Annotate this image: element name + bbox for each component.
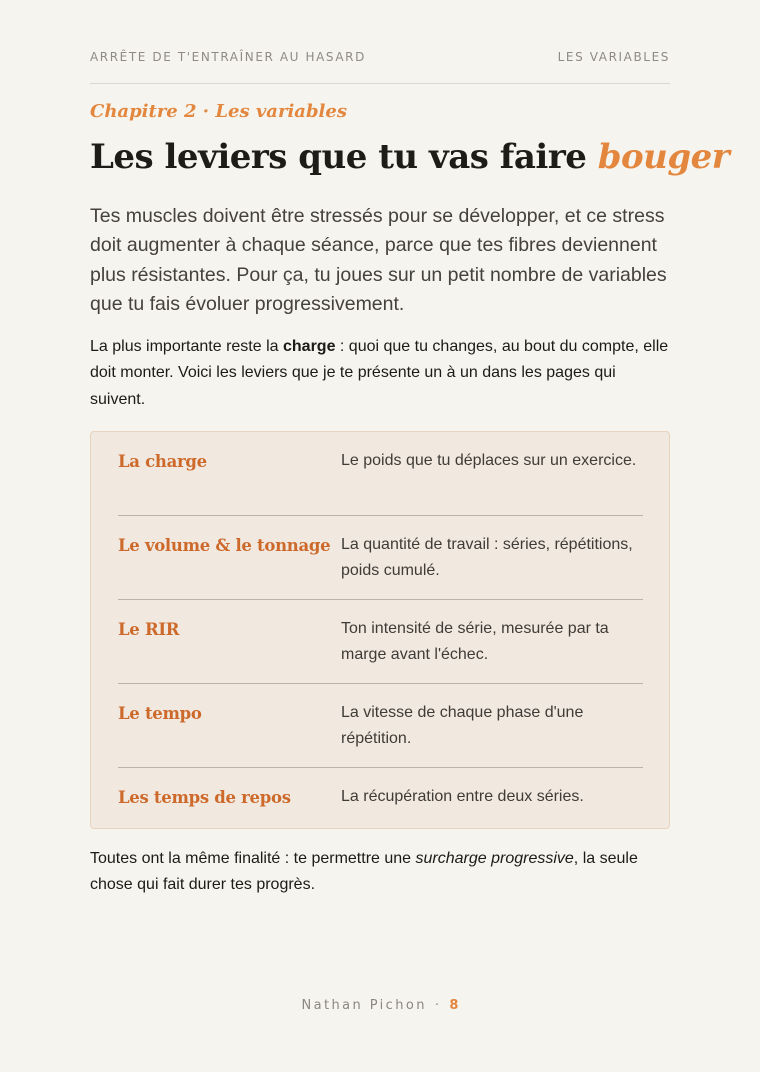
lever-row-charge bbox=[118, 432, 643, 516]
running-header-book-title: ARRÊTE DE T'ENTRAÎNER AU HASARD bbox=[90, 50, 366, 64]
lever-name: Le RIR bbox=[118, 620, 180, 639]
lever-description: Ton intensité de série, mesurée par ta marge avant l'échec. bbox=[341, 620, 609, 664]
intro-paragraph bbox=[90, 334, 670, 413]
lever-name: La charge bbox=[118, 452, 207, 471]
levers-box bbox=[90, 431, 670, 829]
closing-paragraph bbox=[90, 846, 670, 899]
page-number: 8 bbox=[449, 998, 459, 1013]
lever-description: La récupération entre deux séries. bbox=[341, 788, 584, 805]
lead-paragraph: Tes muscles doivent être stressés pour se développer, et ce stress doit augmenter à chaque séance, parce que tes fibres deviennent plus résistantes. Pour ça, tu joues sur un petit nombre de variables que tu fais évoluer progressivement. bbox=[90, 205, 667, 315]
intro-text-before: La plus importante reste la bbox=[90, 338, 283, 355]
closing-text-emphasis: surcharge progressive bbox=[415, 850, 574, 867]
intro-text-strong: charge bbox=[283, 338, 336, 355]
page-title-accent: bouger bbox=[597, 137, 730, 177]
lever-name: Le tempo bbox=[118, 704, 202, 723]
lever-name: Les temps de repos bbox=[118, 788, 291, 807]
running-header bbox=[90, 50, 670, 64]
document-page bbox=[90, 0, 730, 1072]
lever-row-tempo bbox=[118, 684, 643, 768]
lever-row-repos bbox=[118, 768, 643, 828]
intro-text-after: : quoi que tu changes, au bout du compte, elle doit monter. Voici les leviers que je te présente un à un dans les pages qui suivent. bbox=[90, 338, 669, 408]
page-footer bbox=[90, 998, 670, 1013]
lever-name: Le volume & le tonnage bbox=[118, 536, 331, 555]
lever-row-rir bbox=[118, 600, 643, 684]
page-title bbox=[90, 136, 730, 178]
lever-description: La quantité de travail : séries, répétitions, poids cumulé. bbox=[341, 536, 633, 580]
closing-text-before: Toutes ont la même finalité : te permettre une bbox=[90, 850, 416, 867]
footer-separator: · bbox=[434, 998, 442, 1013]
lever-row-volume bbox=[118, 516, 643, 600]
footer-author: Nathan Pichon bbox=[301, 998, 427, 1013]
lever-description: La vitesse de chaque phase d'une répétition. bbox=[341, 704, 584, 748]
lever-description: Le poids que tu déplaces sur un exercice. bbox=[341, 452, 637, 469]
running-header-chapter: LES VARIABLES bbox=[557, 50, 670, 64]
chapter-kicker: Chapitre 2 · Les variables bbox=[90, 101, 347, 122]
header-divider bbox=[90, 83, 670, 84]
closing-text-after: , la seule chose qui fait durer tes progrès. bbox=[90, 850, 638, 894]
page-title-main: Les leviers que tu vas faire bbox=[90, 137, 598, 177]
